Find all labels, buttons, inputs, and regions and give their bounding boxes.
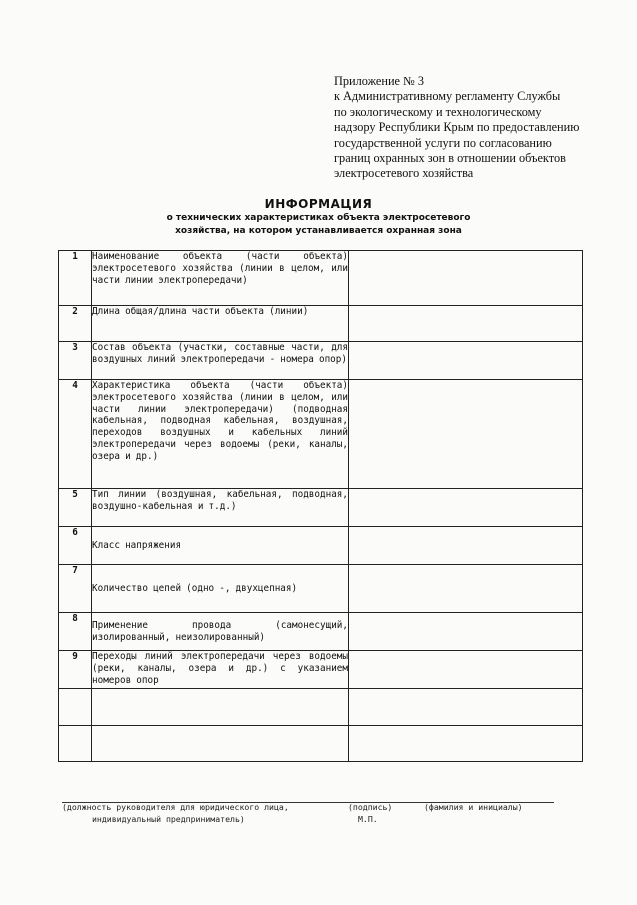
- row-description: Класс напряжения: [92, 527, 349, 565]
- table-row: [59, 565, 583, 613]
- row-description: Состав объекта (участки, составные части, для воздушных линий электропередачи - номера опор): [92, 342, 349, 380]
- appendix-line: по экологическому и технологическому: [334, 104, 542, 119]
- row-description: Характеристика объекта (части объекта) электросетевого хозяйства (линии в целом, или части линии электропередачи) (подводная кабельная, подводная кабельная, воздушная, переходов воздушных и кабельных линий электропередачи через водоемы (реки, каналы, озера и др.): [92, 380, 349, 489]
- position-caption-line-2: индивидуальный предприниматель): [92, 814, 245, 824]
- row-description: Наименование объекта (части объекта) электросетевого хозяйства (линии в целом, или части линии электропередачи): [92, 251, 349, 306]
- row-number: 4: [59, 380, 92, 489]
- row-number: 9: [59, 651, 92, 689]
- appendix-line: Приложение № 3: [334, 74, 425, 88]
- row-value-field[interactable]: [349, 651, 583, 689]
- document-title: ИНФОРМАЦИЯ: [264, 197, 373, 211]
- table-row: [59, 380, 583, 489]
- row-number: [59, 689, 92, 726]
- position-caption: (должность руководителя для юридического лица,: [62, 802, 289, 812]
- row-description: Количество цепей (одно -, двухцепная): [92, 565, 349, 613]
- row-value-field[interactable]: [349, 251, 583, 306]
- row-number: 7: [59, 565, 92, 613]
- table-row: [59, 689, 583, 726]
- row-value-field[interactable]: [349, 565, 583, 613]
- row-value-field[interactable]: [349, 489, 583, 527]
- row-number: 8: [59, 613, 92, 651]
- table-row: [59, 489, 583, 527]
- row-value-field[interactable]: [349, 306, 583, 342]
- row-number: 1: [59, 251, 92, 306]
- table-row: [59, 306, 583, 342]
- row-description: Тип линии (воздушная, кабельная, подводная, воздушно-кабельная и т.д.): [92, 489, 349, 527]
- name-caption: (фамилия и инициалы): [424, 802, 523, 812]
- characteristics-table: [58, 250, 583, 762]
- stamp-caption: М.П.: [358, 814, 378, 824]
- appendix-line: надзору Республики Крым по предоставлению: [334, 120, 580, 135]
- row-number: 6: [59, 527, 92, 565]
- document-subtitle: [0, 212, 637, 238]
- appendix-header: [334, 74, 629, 182]
- row-number: 5: [59, 489, 92, 527]
- subtitle-line-2: хозяйства, на котором устанавливается охранная зона: [175, 226, 462, 236]
- row-value-field[interactable]: [349, 613, 583, 651]
- signature-caption: (подпись): [348, 802, 393, 812]
- table-row: [59, 527, 583, 565]
- appendix-line: границ охранных зон в отношении объектов: [334, 151, 566, 166]
- row-value-field[interactable]: [349, 527, 583, 565]
- row-description: Длина общая/длина части объекта (линии): [92, 306, 349, 342]
- row-number: 2: [59, 306, 92, 342]
- appendix-line: электросетевого хозяйства: [334, 166, 474, 181]
- row-description: Переходы линий электропередачи через водоемы (реки, каналы, озера и др.) с указанием номеров опор: [92, 651, 349, 689]
- row-description: Применение провода (самонесущий, изолированный, неизолированный): [92, 613, 349, 651]
- appendix-line: государственной услуги по согласованию: [334, 135, 552, 150]
- table-row: [59, 726, 583, 762]
- table-row: [59, 651, 583, 689]
- subtitle-line-1: о технических характеристиках объекта электросетевого: [166, 213, 471, 223]
- table-row: [59, 613, 583, 651]
- table-row: [59, 251, 583, 306]
- row-value-field[interactable]: [349, 380, 583, 489]
- row-description[interactable]: [92, 726, 349, 762]
- row-number: 3: [59, 342, 92, 380]
- appendix-line: к Административному регламенту Службы: [334, 89, 561, 104]
- row-value-field[interactable]: [349, 342, 583, 380]
- row-number: [59, 726, 92, 762]
- row-description[interactable]: [92, 689, 349, 726]
- row-value-field[interactable]: [349, 689, 583, 726]
- row-value-field[interactable]: [349, 726, 583, 762]
- table-row: [59, 342, 583, 380]
